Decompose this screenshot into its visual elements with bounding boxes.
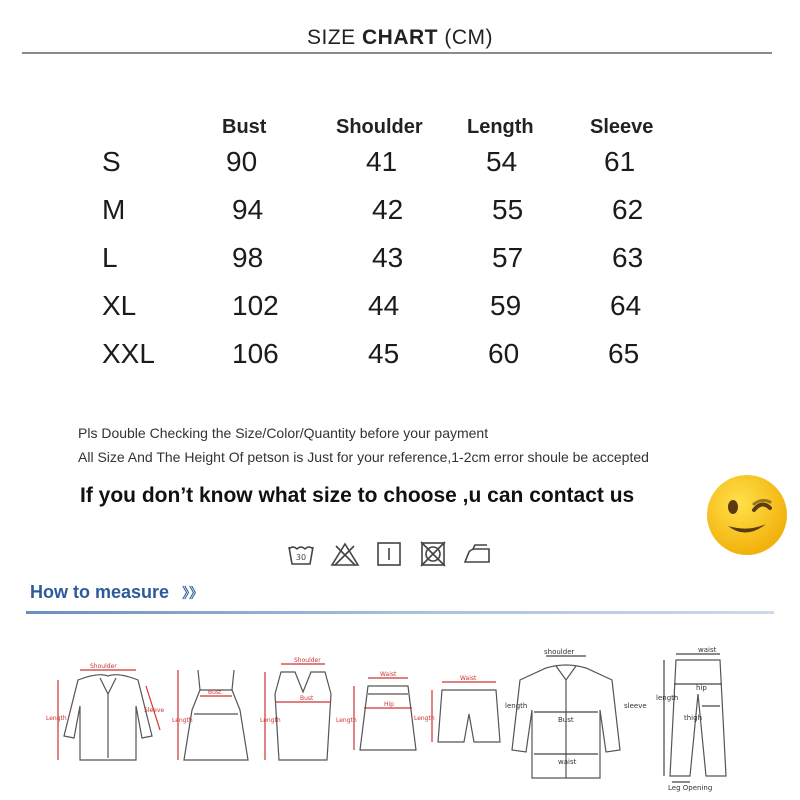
iron-icon	[462, 540, 492, 568]
table-cell: 60	[488, 338, 520, 369]
label-length: length	[656, 694, 679, 702]
note-check: Pls Double Checking the Size/Color/Quantity before your payment	[78, 425, 489, 441]
table-cell: 41	[366, 146, 398, 177]
label-hip: Hip	[384, 701, 394, 708]
page-title	[0, 26, 800, 50]
header-length: Length	[467, 116, 534, 138]
how-to-measure-title	[30, 582, 203, 603]
label-length: Length	[46, 715, 67, 722]
table-cell: 42	[372, 194, 404, 225]
title-bold: CHART	[362, 26, 439, 49]
label-length: Length	[336, 717, 357, 724]
label-bust: Bust	[208, 689, 222, 696]
table-cell: 54	[486, 146, 518, 177]
size-label: XXL	[102, 338, 155, 369]
table-cell: 62	[612, 194, 644, 225]
label-length: Length	[260, 717, 281, 724]
header-shoulder: Shoulder	[336, 116, 423, 138]
shorts-diagram	[432, 682, 500, 742]
vest-top-diagram	[265, 664, 331, 760]
size-label: S	[102, 146, 121, 177]
size-label: XL	[102, 290, 137, 321]
label-leg-opening: Leg Opening	[668, 784, 713, 792]
table-cell: 94	[232, 194, 264, 225]
table-cell: 63	[612, 242, 644, 273]
label-shoulder: shoulder	[544, 648, 575, 656]
table-cell: 65	[608, 338, 640, 369]
table-cell: 90	[226, 146, 258, 177]
note-reference: All Size And The Height Of petson is Just for your reference,1-2cm error shoule be accepted	[78, 449, 649, 465]
table-cell: 55	[492, 194, 524, 225]
table-cell: 98	[232, 242, 264, 273]
header-sleeve: Sleeve	[590, 116, 654, 138]
label-bust: Bust	[558, 716, 574, 724]
table-cell: 45	[368, 338, 400, 369]
size-label: L	[102, 242, 118, 273]
label-bust: Bust	[300, 695, 314, 702]
label-length: length	[505, 702, 528, 710]
label-shoulder: Shoulder	[90, 663, 117, 670]
measure-divider	[26, 611, 774, 614]
label-length: Length	[414, 715, 435, 722]
title-divider	[22, 52, 772, 54]
measure-title-text: How to measure	[30, 582, 170, 602]
label-hip: hip	[696, 684, 707, 692]
label-sleeve: Sleeve	[144, 707, 165, 714]
title-prefix: SIZE	[306, 26, 356, 49]
label-thigh: thigh	[684, 714, 703, 722]
table-cell: 61	[604, 146, 636, 177]
tumble-dry-icon	[374, 540, 404, 568]
chevrons-right-icon: 》》	[182, 585, 204, 601]
table-cell: 102	[232, 290, 279, 321]
table-cell: 59	[490, 290, 522, 321]
title-suffix: (CM)	[444, 26, 494, 49]
blouse-diagram	[58, 670, 160, 760]
table-cell: 64	[610, 290, 642, 321]
wink-emoji-icon	[706, 474, 788, 556]
size-label: M	[102, 194, 126, 225]
do-not-tumble-dry-icon	[418, 540, 448, 568]
care-icons	[286, 540, 492, 568]
do-not-bleach-icon	[330, 540, 360, 568]
label-length: Length	[172, 717, 193, 724]
label-waist: waist	[558, 758, 577, 766]
header-bust: Bust	[222, 116, 267, 138]
label-waist: waist	[698, 646, 717, 654]
label-waist: Waist	[380, 671, 397, 678]
wash-30-icon	[286, 540, 316, 568]
table-cell: 44	[368, 290, 400, 321]
label-waist: Waist	[460, 675, 477, 682]
label-sleeve: sleeve	[624, 702, 647, 710]
label-shoulder: Shoulder	[294, 657, 321, 664]
strap-dress-diagram	[178, 670, 248, 760]
svg-text:30: 30	[295, 553, 307, 562]
skirt-diagram	[354, 678, 416, 750]
table-cell: 43	[372, 242, 404, 273]
table-cell: 106	[232, 338, 279, 369]
table-cell: 57	[492, 242, 524, 273]
contact-message: If you don’t know what size to choose ,u can contact us	[80, 484, 635, 507]
garment-diagrams	[46, 646, 750, 792]
